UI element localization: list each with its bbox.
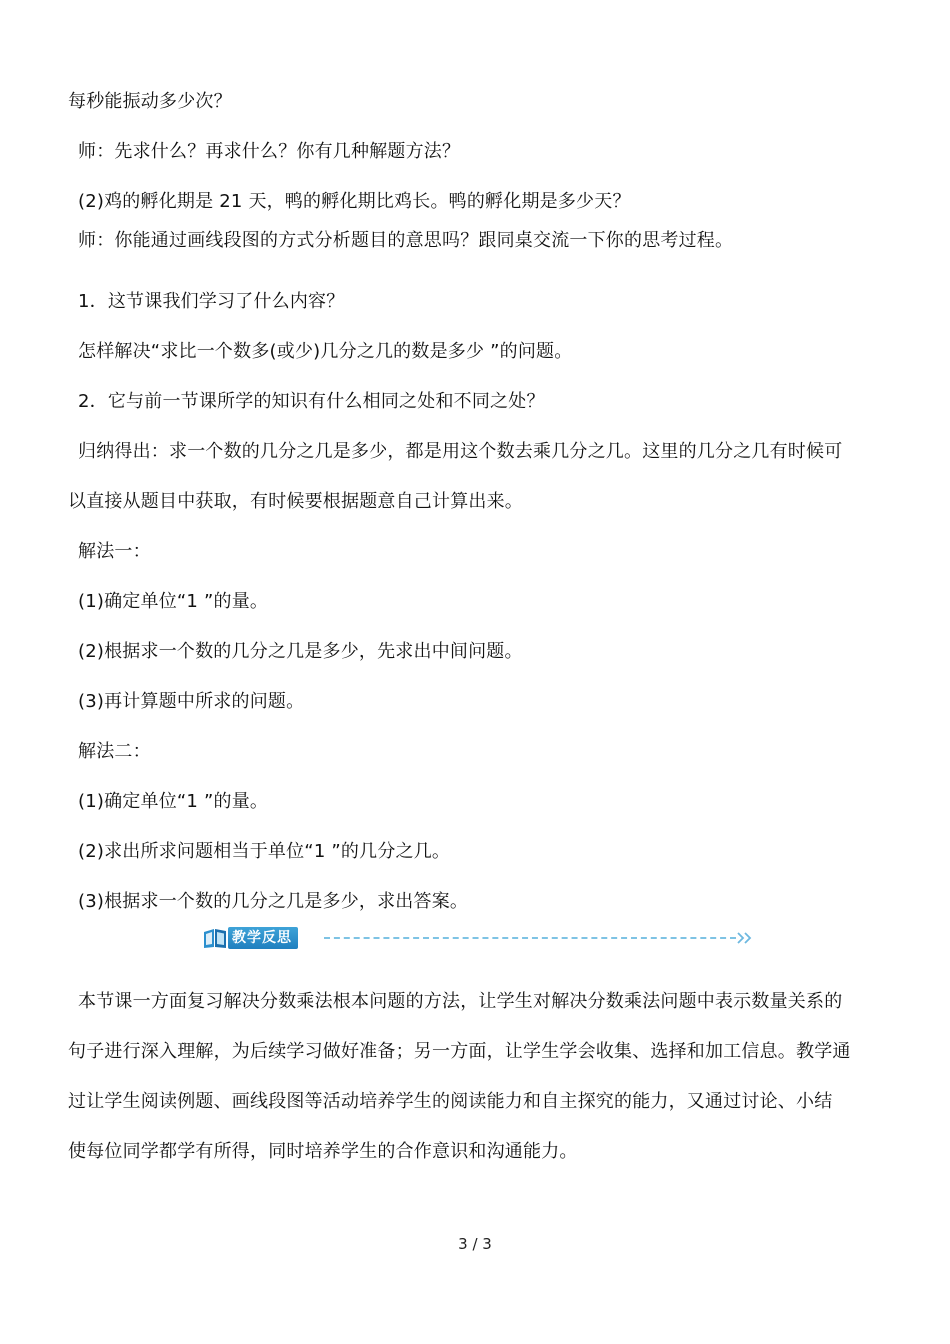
text-line: (2)鸡的孵化期是 21 天，鸭的孵化期比鸡长。鸭的孵化期是多少天？ <box>78 191 631 212</box>
reflection-line: 本节课一方面复习解决分数乘法根本问题的方法，让学生对解决分数乘法问题中表示数量关系的 <box>78 991 843 1012</box>
text-line: (3)根据求一个数的几分之几是多少，求出答案。 <box>78 891 469 912</box>
text-line: 解法二： <box>78 741 151 762</box>
text-line: 以直接从题目中获取，有时候要根据题意自己计算出来。 <box>68 491 523 512</box>
book-icon <box>202 926 228 950</box>
text-line: (1)确定单位“1 ”的量。 <box>78 591 269 612</box>
reflection-line: 使每位同学都学有所得，同时培养学生的合作意识和沟通能力。 <box>68 1141 578 1162</box>
text-line: 归纳得出：求一个数的几分之几是多少，都是用这个数去乘几分之几。这里的几分之几有时候可 <box>78 441 843 462</box>
text-line: (2)根据求一个数的几分之几是多少，先求出中间问题。 <box>78 641 523 662</box>
text-line: (3)再计算题中所求的问题。 <box>78 691 305 712</box>
page-number: 3 / 3 <box>458 1235 492 1253</box>
text-line: 1．这节课我们学习了什么内容？ <box>78 291 345 312</box>
reflection-line: 句子进行深入理解，为后续学习做好准备；另一方面，让学生学会收集、选择和加工信息。教学通 <box>68 1041 851 1062</box>
text-line: (2)求出所求问题相当于单位“1 ”的几分之几。 <box>78 841 451 862</box>
text-line: 每秒能振动多少次？ <box>68 91 232 112</box>
double-chevron-right-icon <box>736 928 754 948</box>
text-line: (1)确定单位“1 ”的量。 <box>78 791 269 812</box>
section-badge <box>202 926 298 950</box>
text-line: 解法一： <box>78 541 151 562</box>
text-line: 师：你能通过画线段图的方式分析题目的意思吗？跟同桌交流一下你的思考过程。 <box>78 230 734 251</box>
text-line: 2．它与前一节课所学的知识有什么相同之处和不同之处？ <box>78 391 545 412</box>
reflection-line: 过让学生阅读例题、画线段图等活动培养学生的阅读能力和自主探究的能力，又通过讨论、小结 <box>68 1091 833 1112</box>
text-line: 师：先求什么？再求什么？你有几种解题方法？ <box>78 141 461 162</box>
divider <box>324 937 736 939</box>
section-title: 教学反思 <box>228 927 298 949</box>
section-banner <box>202 926 762 950</box>
text-line: 怎样解决“求比一个数多(或少)几分之几的数是多少 ”的问题。 <box>78 341 573 362</box>
